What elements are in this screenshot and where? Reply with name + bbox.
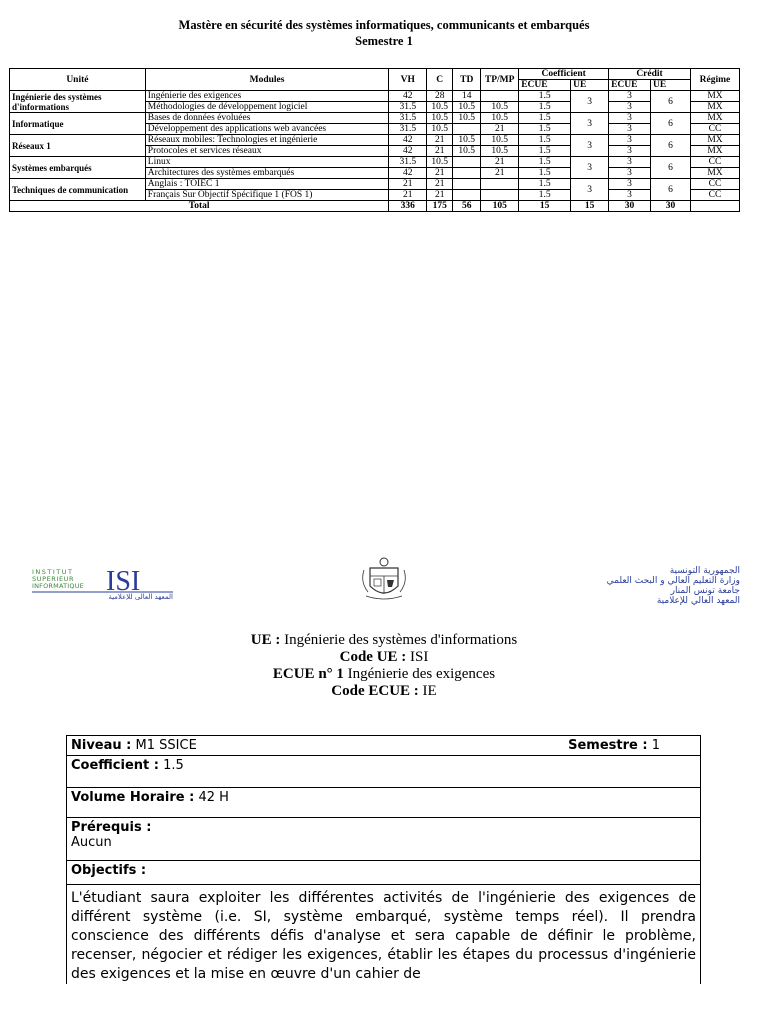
- cell-coef-ecue: 1.5: [519, 157, 571, 168]
- ecue-label: ECUE n° 1: [272, 666, 344, 682]
- total-td: 56: [453, 201, 481, 212]
- total-regime: [690, 201, 739, 212]
- semestre-value: 1: [651, 738, 660, 753]
- cell-c: 21: [427, 146, 453, 157]
- cell-credit-ue: 6: [651, 179, 691, 201]
- unit-name: Systèmes embarqués: [10, 157, 146, 179]
- niveau-value: M1 SSICE: [135, 738, 197, 753]
- isi-logo-line-3: INFORMATIQUE: [32, 582, 84, 590]
- col-coef-ecue: ECUE: [519, 80, 571, 91]
- cell-credit-ecue: 3: [609, 135, 651, 146]
- cell-coef-ue: 3: [571, 157, 609, 179]
- cell-tp: 10.5: [481, 113, 519, 124]
- module-name: Français Sur Objectif Spécifique 1 (FOS 1): [145, 190, 389, 201]
- module-name: Réseaux mobiles: Technologies et ingénierie: [145, 135, 389, 146]
- module-name: Anglais : TOIEC 1: [145, 179, 389, 190]
- col-modules: Modules: [145, 69, 389, 91]
- col-regime: Régime: [690, 69, 739, 91]
- col-vh: VH: [389, 69, 427, 91]
- coefficient-row: [67, 756, 700, 788]
- unit-name: Techniques de communication: [10, 179, 146, 201]
- cell-tp: 21: [481, 157, 519, 168]
- cell-c: 28: [427, 91, 453, 102]
- cell-c: 10.5: [427, 124, 453, 135]
- isi-logo: [30, 566, 175, 600]
- cell-regime: CC: [690, 190, 739, 201]
- cell-tp: [481, 179, 519, 190]
- table-row: [10, 91, 740, 102]
- unit-name: Informatique: [10, 113, 146, 135]
- cell-credit-ue: 6: [651, 135, 691, 157]
- cell-c: 10.5: [427, 102, 453, 113]
- ministry-line-1: الجمهورية التونسية: [669, 566, 740, 576]
- tunisia-emblem: [360, 556, 408, 602]
- niveau-label: Niveau :: [71, 738, 132, 753]
- isi-logo-big: ISI: [106, 566, 141, 597]
- unit-name: Réseaux 1: [10, 135, 146, 157]
- cell-c: 21: [427, 190, 453, 201]
- total-row: [10, 201, 740, 212]
- module-name: Architectures des systèmes embarqués: [145, 168, 389, 179]
- cell-coef-ue: 3: [571, 113, 609, 135]
- cell-regime: MX: [690, 135, 739, 146]
- total-coef-ue: 15: [571, 201, 609, 212]
- module-name: Protocoles et services réseaux: [145, 146, 389, 157]
- cell-td: [453, 179, 481, 190]
- course-header: [0, 632, 768, 700]
- cell-c: 21: [427, 135, 453, 146]
- coefficient-value: 1.5: [163, 758, 184, 773]
- code-ue-label: Code UE :: [339, 649, 407, 665]
- ministry-line-4: المعهد العالي للإعلامية: [656, 596, 740, 606]
- ecue-value: Ingénierie des exigences: [347, 666, 496, 682]
- volume-row: [67, 788, 700, 818]
- cell-coef-ecue: 1.5: [519, 124, 571, 135]
- total-coef-ecue: 15: [519, 201, 571, 212]
- total-vh: 336: [389, 201, 427, 212]
- prereq-value: Aucun: [71, 835, 112, 850]
- total-label: Total: [10, 201, 389, 212]
- col-credit-ecue: ECUE: [609, 80, 651, 91]
- cell-td: 10.5: [453, 113, 481, 124]
- objectifs-row: [67, 861, 700, 885]
- cell-vh: 21: [389, 179, 427, 190]
- coefficient-label: Coefficient :: [71, 758, 159, 773]
- cell-td: [453, 157, 481, 168]
- cell-credit-ecue: 3: [609, 146, 651, 157]
- cell-credit-ue: 6: [651, 157, 691, 179]
- col-tpmp: TP/MP: [481, 69, 519, 91]
- semestre-label: Semestre :: [568, 738, 648, 753]
- module-name: Ingénierie des exigences: [145, 91, 389, 102]
- ue-label: UE :: [250, 632, 281, 648]
- cell-regime: MX: [690, 113, 739, 124]
- cell-td: 14: [453, 91, 481, 102]
- table-row: [10, 135, 740, 146]
- cell-tp: 10.5: [481, 146, 519, 157]
- ministry-line-2: وزارة التعليم العالي و البحث العلمي: [606, 576, 740, 586]
- module-name: Linux: [145, 157, 389, 168]
- cell-regime: MX: [690, 91, 739, 102]
- cell-regime: CC: [690, 124, 739, 135]
- ue-value: Ingénierie des systèmes d'informations: [284, 632, 518, 648]
- cell-credit-ue: 6: [651, 113, 691, 135]
- col-credit-ue: UE: [651, 80, 691, 91]
- cell-credit-ecue: 3: [609, 102, 651, 113]
- cell-td: [453, 190, 481, 201]
- cell-td: 10.5: [453, 102, 481, 113]
- module-name: Développement des applications web avancées: [145, 124, 389, 135]
- module-name: Méthodologies de développement logiciel: [145, 102, 389, 113]
- ministry-header: [540, 566, 740, 606]
- cell-vh: 31.5: [389, 113, 427, 124]
- cell-td: 10.5: [453, 146, 481, 157]
- cell-tp: 21: [481, 124, 519, 135]
- cell-vh: 21: [389, 190, 427, 201]
- col-c: C: [427, 69, 453, 91]
- total-credit-ue: 30: [651, 201, 691, 212]
- cell-vh: 42: [389, 135, 427, 146]
- total-c: 175: [427, 201, 453, 212]
- table-row: [10, 113, 740, 124]
- module-name: Bases de données évoluées: [145, 113, 389, 124]
- cell-regime: MX: [690, 146, 739, 157]
- objectifs-label: Objectifs :: [71, 863, 147, 878]
- cell-vh: 31.5: [389, 102, 427, 113]
- total-credit-ecue: 30: [609, 201, 651, 212]
- volume-label: Volume Horaire :: [71, 790, 195, 805]
- cell-credit-ecue: 3: [609, 179, 651, 190]
- cell-td: [453, 124, 481, 135]
- cell-coef-ecue: 1.5: [519, 113, 571, 124]
- cell-credit-ecue: 3: [609, 168, 651, 179]
- isi-logo-line-1: INSTITUT: [32, 568, 74, 576]
- cell-vh: 42: [389, 168, 427, 179]
- unit-name: Ingénierie des systèmes d'informations: [10, 91, 146, 113]
- cell-coef-ecue: 1.5: [519, 168, 571, 179]
- isi-logo-arabic: المعهد العالي للإعلامية: [108, 593, 173, 600]
- cell-credit-ecue: 3: [609, 190, 651, 201]
- code-ecue-label: Code ECUE :: [331, 683, 419, 699]
- document-title: Mastère en sécurité des systèmes informatiques, communicants et embarqués: [178, 18, 590, 32]
- cell-tp: 10.5: [481, 102, 519, 113]
- cell-credit-ecue: 3: [609, 157, 651, 168]
- table-row: [10, 179, 740, 190]
- cell-coef-ecue: 1.5: [519, 179, 571, 190]
- cell-regime: MX: [690, 168, 739, 179]
- cell-vh: 42: [389, 146, 427, 157]
- isi-logo-line-2: SUPERIEUR: [32, 575, 75, 583]
- cell-td: 10.5: [453, 135, 481, 146]
- cell-credit-ecue: 3: [609, 124, 651, 135]
- cell-vh: 31.5: [389, 124, 427, 135]
- course-sheet: [66, 735, 701, 984]
- cell-vh: 31.5: [389, 157, 427, 168]
- cell-coef-ecue: 1.5: [519, 135, 571, 146]
- volume-value: 42 H: [198, 790, 229, 805]
- prereq-row: [67, 818, 700, 861]
- cell-credit-ecue: 3: [609, 113, 651, 124]
- cell-coef-ecue: 1.5: [519, 91, 571, 102]
- cell-regime: MX: [690, 102, 739, 113]
- table-row: [10, 157, 740, 168]
- cell-c: 21: [427, 168, 453, 179]
- cell-coef-ecue: 1.5: [519, 146, 571, 157]
- cell-c: 21: [427, 179, 453, 190]
- code-ecue-value: IE: [422, 683, 437, 699]
- cell-td: [453, 168, 481, 179]
- niveau-row: [67, 736, 700, 756]
- cell-tp: 10.5: [481, 135, 519, 146]
- cell-coef-ecue: 1.5: [519, 190, 571, 201]
- objectifs-text: L'étudiant saura exploiter les différentes activités de l'ingénierie des exigences de différent système (i.e. SI, système embarqué, système temps réel). Il prendra conscience des différents défis d'analyse et sera capable de définir le problème, recenser, négocier et rédiger les exigences, établir les étapes du processus d'ingénierie des exigences et la mise en œuvre d'un cahier de: [71, 890, 696, 982]
- cell-tp: [481, 91, 519, 102]
- cell-tp: 21: [481, 168, 519, 179]
- col-credit: Crédit: [609, 69, 691, 80]
- cell-c: 10.5: [427, 113, 453, 124]
- cell-tp: [481, 190, 519, 201]
- prereq-label: Prérequis :: [71, 820, 152, 835]
- cell-regime: CC: [690, 179, 739, 190]
- cell-credit-ue: 6: [651, 91, 691, 113]
- cell-credit-ecue: 3: [609, 91, 651, 102]
- ministry-line-3: جامعة تونس المنار: [670, 586, 740, 596]
- col-unite: Unité: [10, 69, 146, 91]
- cell-coef-ue: 3: [571, 91, 609, 113]
- cell-coef-ue: 3: [571, 135, 609, 157]
- col-coef-ue: UE: [571, 80, 609, 91]
- col-coefficient: Coefficient: [519, 69, 609, 80]
- semester-title: Semestre 1: [355, 34, 413, 48]
- cell-c: 10.5: [427, 157, 453, 168]
- cell-coef-ecue: 1.5: [519, 102, 571, 113]
- col-td: TD: [453, 69, 481, 91]
- modules-table: [9, 68, 740, 212]
- code-ue-value: ISI: [410, 649, 429, 665]
- cell-coef-ue: 3: [571, 179, 609, 201]
- total-tp: 105: [481, 201, 519, 212]
- cell-regime: CC: [690, 157, 739, 168]
- cell-vh: 42: [389, 91, 427, 102]
